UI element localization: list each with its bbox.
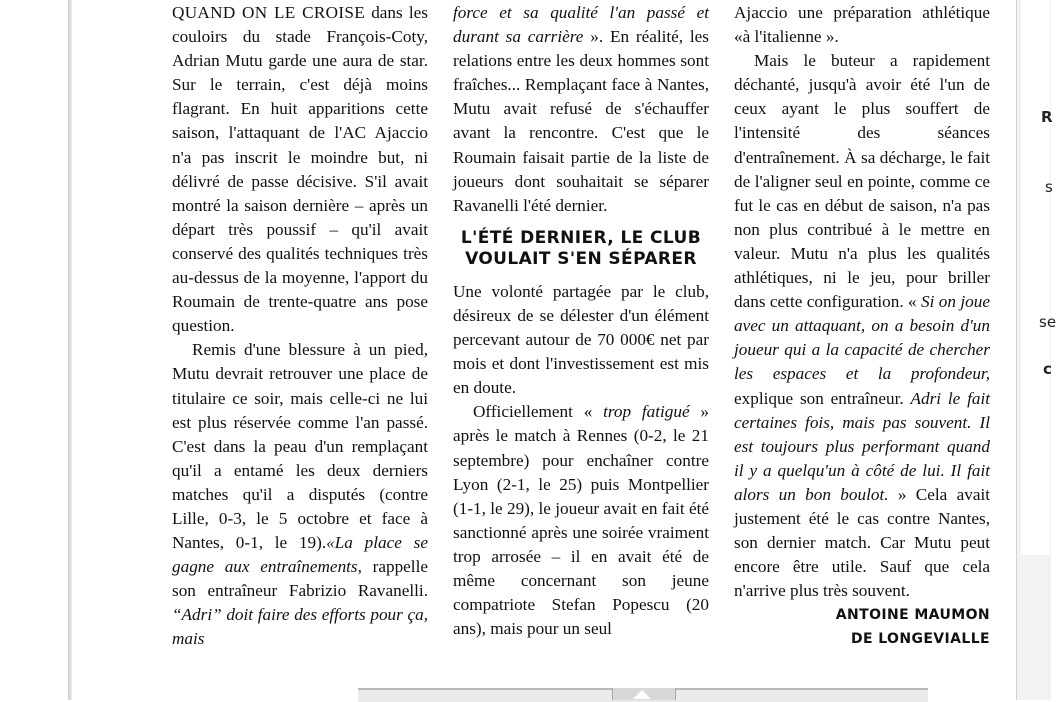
quote: Si on joue avec un attaquant, on a besoin d'un joueur qui a la capacité de chercher les espaces et la profondeur, xyxy=(734,292,990,384)
paragraph-text: , rappelle son entraîneur Fabrizio Ravanelli. xyxy=(172,557,428,601)
lead-in: QUAND ON LE CROISE xyxy=(172,3,365,22)
paragraph-text: dans les couloirs du stade François-Coty, Adrian Mutu garde une aura de star. Sur le terrain, c'est déjà moins flagrant. En huit apparitions cette saison, l'attaquant de l'AC Ajaccio n'a pas inscrit le moindre but, ni délivré de passe décisive. S'il avait montré la saison dernière – après un départ très poussif – qu'il avait conservé des qualités techniques très au-dessus de la moyenne, l'apport du Roumain de trente-quatre ans pose question. xyxy=(172,3,428,336)
chevron-up-icon[interactable] xyxy=(633,690,651,699)
article-column-2 xyxy=(453,1,709,641)
paragraph xyxy=(453,1,709,218)
quote: force et sa qualité l'an passé et durant sa carrière xyxy=(453,3,709,47)
paragraph-text: Ajaccio une préparation athlétique «à l'italienne ». xyxy=(734,3,990,47)
quote: trop fatigué xyxy=(603,402,690,422)
subheading: L'ÉTÉ DERNIER, LE CLUB VOULAIT S'EN SÉPARER xyxy=(460,227,702,269)
paragraph-text: » après le match à Rennes (0-2, le 21 septembre) pour enchaîner contre Lyon (2-1, le 25) puis Montpellier (1-1, le 29), le joueur avait en fait été sanctionné après une soirée vraiment trop arrosée – il en avait été de même concernant son jeune compatriote Stefan Popescu (20 ans), mais pour un seul xyxy=(453,402,710,639)
quote: «La place se gagne aux entraînements xyxy=(172,533,428,577)
paragraph xyxy=(734,1,990,49)
adjacent-text-fragment: c xyxy=(1043,360,1052,378)
byline-line-1: ANTOINE MAUMON xyxy=(835,607,990,624)
paragraph-text: Remis d'une blessure à un pied, Mutu devrait retrouver une place de titulaire ce soir, mais celle-ci ne lui est plus réservée comme l'an passé. C'est dans la peau d'un remplaçant qu'il a entamé les deux derniers matches qu'il a disputés (contre Lille, 0-3, le 5 octobre et face à Nantes, 0-1, le 19). xyxy=(172,340,428,553)
paragraph xyxy=(453,280,709,400)
adjacent-page xyxy=(1021,0,1050,555)
paragraph xyxy=(734,49,990,603)
adjacent-text-fragment: se xyxy=(1039,313,1056,331)
quote: “Adri” doit faire des efforts pour ça, mais xyxy=(172,605,428,649)
adjacent-text-fragment: R xyxy=(1041,108,1053,126)
article-column-3 xyxy=(734,1,990,651)
paragraph-text: ». En réalité, les relations entre les deux hommes sont fraîches... Remplaçant face à Nantes, Mutu avait refusé de s'échauffer avant la rencontre. C'est que le Roumain faisait partie de la liste de joueurs dont souhaitait se séparer Ravanelli l'été dernier. xyxy=(453,27,709,215)
paragraph-text: Officiellement « xyxy=(473,402,604,422)
paragraph xyxy=(453,400,709,641)
adjacent-text-fragment: s xyxy=(1045,178,1053,196)
quote: Adri le fait certaines fois, mais pas souvent. Il est toujours plus performant quand il y a quelqu'un à côté de lui. Il fait alors un bon boulot. xyxy=(734,388,990,504)
byline xyxy=(734,603,990,651)
left-margin xyxy=(0,0,68,700)
paragraph-text: Mais le buteur a rapidement déchanté, jusqu'à avoir été l'un de ceux ayant le plus souffert de l'intensité des séances d'entraînement. À sa décharge, le fait de l'aligner seul en pointe, comme ce fut le cas en début de saison, n'a pas non plus contribué à le mettre en valeur. Mutu n'a plus les qualités athlétiques, ni le jeu, pour briller dans cette configuration. « xyxy=(734,51,990,312)
paragraph-text: explique son entraîneur. xyxy=(734,388,911,408)
paragraph xyxy=(172,1,428,338)
byline-line-2: DE LONGEVIALLE xyxy=(850,631,990,648)
article-column-1 xyxy=(172,1,428,652)
paragraph-text: » Cela avait justement été le cas contre Nantes, son dernier match. Car Mutu peut encore être utile. Sauf que cela n'arrive plus très souvent. xyxy=(734,484,990,601)
paragraph-text: Une volonté partagée par le club, désireux de se délester d'un élément percevant autour de 70 000€ net par mois et dont l'investissement est mis en doute. xyxy=(453,281,709,398)
paragraph xyxy=(172,338,428,651)
